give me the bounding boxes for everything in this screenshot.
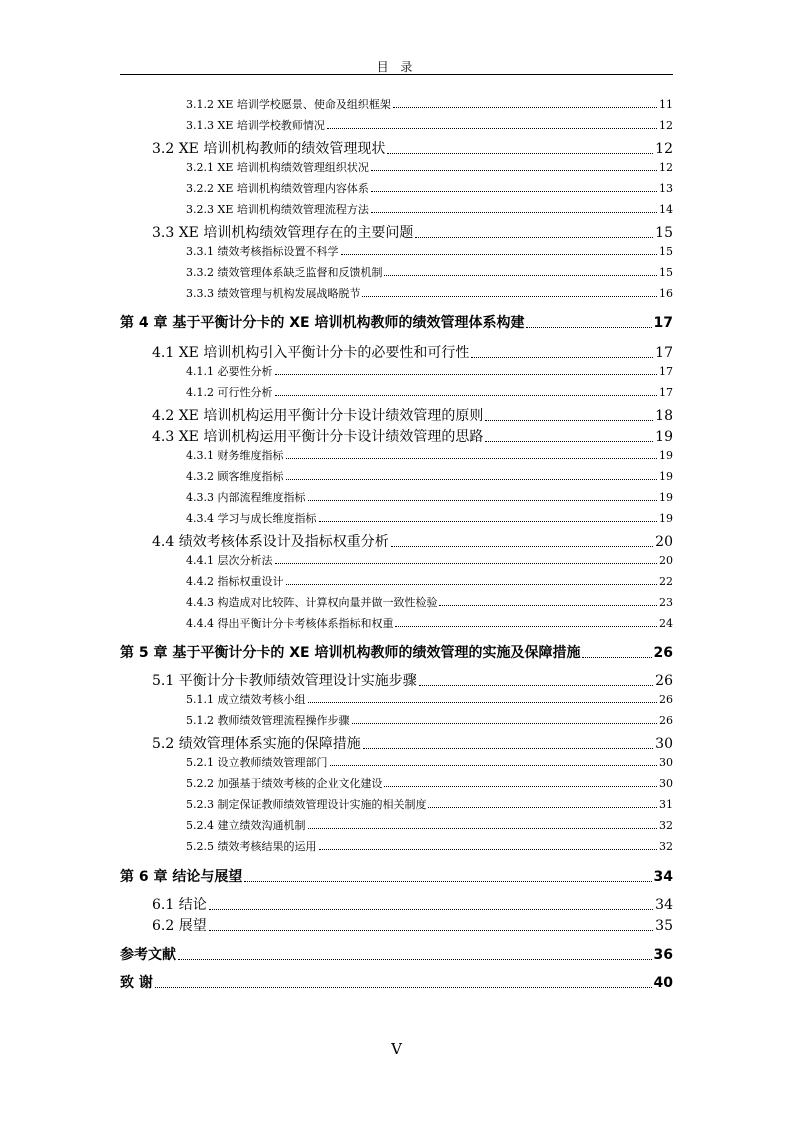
toc-entry [152, 894, 673, 914]
footer-page-number: V [391, 1040, 402, 1058]
toc-entry [152, 222, 673, 242]
toc-entry [186, 573, 673, 589]
toc-entry-title: 4.1 XE 培训机构引入平衡计分卡的必要性和可行性 [152, 345, 470, 361]
toc-leader-dots [244, 881, 651, 882]
toc-entry-page: 19 [659, 470, 673, 483]
toc-entry [186, 817, 673, 833]
toc-entry-page: 13 [659, 182, 673, 195]
toc-entry-title: 5.2 绩效管理体系实施的保障措施 [152, 736, 361, 752]
toc-leader-dots [485, 420, 653, 421]
toc-entry [186, 712, 673, 728]
toc-entry-page: 11 [659, 98, 673, 111]
toc-entry-page: 32 [659, 819, 673, 832]
toc-entry [152, 531, 673, 551]
toc-leader-dots [319, 849, 658, 850]
toc-entry [186, 691, 673, 707]
toc-entry-page: 30 [659, 777, 673, 790]
toc-leader-dots [428, 807, 657, 808]
toc-leader-dots [286, 479, 658, 480]
toc-entry [186, 754, 673, 770]
toc-leader-dots [275, 395, 658, 396]
toc-entry [186, 489, 673, 505]
toc-leader-dots [330, 765, 658, 766]
toc-entry [186, 615, 673, 631]
toc-entry-page: 17 [659, 386, 673, 399]
toc-entry-title: 5.1 平衡计分卡教师绩效管理设计实施步骤 [152, 673, 417, 689]
toc-leader-dots [362, 296, 657, 297]
toc-entry [152, 138, 673, 158]
toc-entry-page: 26 [655, 673, 673, 689]
toc-leader-dots [371, 191, 657, 192]
toc-leader-dots [391, 546, 653, 547]
toc-entry [152, 405, 673, 425]
toc-leader-dots [286, 584, 658, 585]
toc-leader-dots [341, 254, 658, 255]
toc-entry-page: 19 [659, 491, 673, 504]
toc-entry-page: 20 [659, 554, 673, 567]
toc-entry [120, 312, 673, 332]
toc-entry-page: 15 [655, 225, 673, 241]
header-title: 目 录 [376, 60, 417, 74]
toc-entry-page: 30 [655, 736, 673, 752]
toc-entry-page: 26 [659, 714, 673, 727]
toc-entry-title: 4.4.1 层次分析法 [186, 554, 273, 567]
toc-entry-page: 19 [655, 429, 673, 445]
toc-entry [120, 866, 673, 886]
toc-entry [152, 342, 673, 362]
toc-entry-title: 5.2.4 建立绩效沟通机制 [186, 819, 306, 832]
toc-leader-dots [387, 153, 653, 154]
toc-entry-page: 40 [653, 975, 673, 991]
toc-leader-dots [209, 909, 653, 910]
toc-entry-title: 5.2.2 加强基于绩效考核的企业文化建设 [186, 777, 383, 790]
toc-entry [186, 96, 673, 112]
toc-leader-dots [363, 748, 653, 749]
toc-entry [186, 180, 673, 196]
toc-leader-dots [308, 500, 658, 501]
toc-entry-page: 12 [655, 141, 673, 157]
toc-entry-page: 18 [655, 408, 673, 424]
toc-entry-title: 4.3.2 顾客维度指标 [186, 470, 284, 483]
toc-entry-title: 4.4.3 构造成对比较阵、计算权向量并做一致性检验 [186, 596, 438, 609]
toc-entry-title: 4.1.1 必要性分析 [186, 365, 273, 378]
toc-entry-title: 4.1.2 可行性分析 [186, 386, 273, 399]
toc-entry-page: 19 [659, 449, 673, 462]
toc-entry-title: 5.2.5 绩效考核结果的运用 [186, 840, 317, 853]
toc-entry-title: 第 6 章 结论与展望 [120, 869, 243, 885]
toc-leader-dots [352, 723, 658, 724]
toc-entry [186, 363, 673, 379]
toc-leader-dots [415, 237, 653, 238]
toc-entry-title: 4.4.4 得出平衡计分卡考核体系指标和权重 [186, 617, 394, 630]
toc-entry [186, 796, 673, 812]
toc-entry [186, 775, 673, 791]
toc-entry-title: 3.2.1 XE 培训机构绩效管理组织状况 [186, 161, 369, 174]
toc-entry-page: 34 [655, 897, 673, 913]
toc-entry [186, 384, 673, 400]
toc-entry-page: 17 [659, 365, 673, 378]
toc-entry [186, 243, 673, 259]
toc-entry-page: 19 [659, 512, 673, 525]
toc-entry-page: 20 [655, 534, 673, 550]
toc-leader-dots [286, 458, 658, 459]
toc-leader-dots [209, 930, 653, 931]
toc-entry-title: 3.1.2 XE 培训学校愿景、使命及组织框架 [186, 98, 391, 111]
toc-leader-dots [178, 959, 652, 960]
toc-leader-dots [155, 987, 652, 988]
toc-entry-page: 30 [659, 756, 673, 769]
toc-entry [120, 972, 673, 992]
toc-leader-dots [419, 685, 653, 686]
toc-entry-page: 36 [653, 947, 673, 963]
toc-entry-title: 6.2 展望 [152, 918, 207, 934]
toc-leader-dots [371, 212, 657, 213]
toc-entry-page: 12 [659, 161, 673, 174]
toc-entry-page: 14 [659, 203, 673, 216]
toc-entry-title: 5.1.1 成立绩效考核小组 [186, 693, 306, 706]
toc-entry-page: 24 [659, 617, 673, 630]
toc-entry-title: 3.2 XE 培训机构教师的绩效管理现状 [152, 141, 386, 157]
toc-entry-title: 4.3.1 财务维度指标 [186, 449, 284, 462]
toc-entry [120, 642, 673, 662]
toc-leader-dots [275, 563, 658, 564]
toc-entry-title: 5.2.3 制定保证教师绩效管理设计实施的相关制度 [186, 798, 427, 811]
toc-entry [186, 838, 673, 854]
toc-entry [120, 944, 673, 964]
toc-entry [186, 117, 673, 133]
toc-entry-page: 31 [659, 798, 673, 811]
toc-entry [186, 468, 673, 484]
toc-entry [186, 447, 673, 463]
toc-entry [186, 552, 673, 568]
toc-entry-page: 16 [659, 287, 673, 300]
toc-entry-title: 4.3.4 学习与成长维度指标 [186, 512, 317, 525]
toc-entry-title: 参考文献 [120, 947, 176, 963]
toc-entry-title: 3.2.3 XE 培训机构绩效管理流程方法 [186, 203, 369, 216]
toc-entry-title: 3.3.3 绩效管理与机构发展战略脱节 [186, 287, 361, 300]
toc-entry [186, 594, 673, 610]
toc-leader-dots [485, 441, 653, 442]
toc-entry-title: 4.2 XE 培训机构运用平衡计分卡设计绩效管理的原则 [152, 408, 484, 424]
toc-entry-page: 22 [659, 575, 673, 588]
toc-entry-title: 致 谢 [120, 975, 153, 991]
toc-leader-dots [526, 327, 651, 328]
toc-entry-page: 35 [655, 918, 673, 934]
toc-leader-dots [319, 521, 658, 522]
toc-entry-page: 17 [655, 345, 673, 361]
toc-entry-title: 6.1 结论 [152, 897, 207, 913]
toc-entry-title: 4.3 XE 培训机构运用平衡计分卡设计绩效管理的思路 [152, 429, 484, 445]
toc-entry-title: 3.3.1 绩效考核指标设置不科学 [186, 245, 339, 258]
toc-entry [186, 285, 673, 301]
toc-entry [152, 915, 673, 935]
toc-entry [152, 426, 673, 446]
toc-leader-dots [327, 128, 657, 129]
toc-leader-dots [393, 107, 657, 108]
toc-entry-page: 17 [653, 315, 673, 331]
toc-leader-dots [308, 828, 658, 829]
toc-entry-page: 26 [659, 693, 673, 706]
toc-leader-dots [395, 626, 657, 627]
toc-entry-title: 4.4 绩效考核体系设计及指标权重分析 [152, 534, 389, 550]
toc-leader-dots [308, 702, 658, 703]
toc-leader-dots [582, 657, 651, 658]
toc-entry [186, 159, 673, 175]
toc-entry-page: 15 [659, 245, 673, 258]
toc-leader-dots [384, 786, 657, 787]
toc-entry-title: 第 5 章 基于平衡计分卡的 XE 培训机构教师的绩效管理的实施及保障措施 [120, 645, 581, 661]
toc-entry-title: 5.1.2 教师绩效管理流程操作步骤 [186, 714, 350, 727]
toc-entry-page: 34 [653, 869, 673, 885]
toc-entry-title: 3.1.3 XE 培训学校教师情况 [186, 119, 325, 132]
toc-entry-title: 3.2.2 XE 培训机构绩效管理内容体系 [186, 182, 369, 195]
toc-leader-dots [384, 275, 657, 276]
toc-entry [186, 510, 673, 526]
toc-entry [152, 670, 673, 690]
toc-entry-page: 12 [659, 119, 673, 132]
toc-entry-title: 4.3.3 内部流程维度指标 [186, 491, 306, 504]
toc-entry-title: 3.3.2 绩效管理体系缺乏监督和反馈机制 [186, 266, 383, 279]
toc-leader-dots [439, 605, 657, 606]
toc-entry-title: 4.4.2 指标权重设计 [186, 575, 284, 588]
toc-leader-dots [471, 357, 653, 358]
toc-entry [186, 264, 673, 280]
toc-entry [186, 201, 673, 217]
toc-entry-page: 15 [659, 266, 673, 279]
toc-entry [152, 733, 673, 753]
toc-entry-title: 第 4 章 基于平衡计分卡的 XE 培训机构教师的绩效管理体系构建 [120, 315, 525, 331]
toc-entry-title: 5.2.1 设立教师绩效管理部门 [186, 756, 328, 769]
toc-leader-dots [275, 374, 658, 375]
header-rule [120, 74, 673, 75]
toc-leader-dots [371, 170, 657, 171]
toc-entry-title: 3.3 XE 培训机构绩效管理存在的主要问题 [152, 225, 414, 241]
toc-entry-page: 32 [659, 840, 673, 853]
toc-entry-page: 26 [653, 645, 673, 661]
toc-entry-page: 23 [659, 596, 673, 609]
